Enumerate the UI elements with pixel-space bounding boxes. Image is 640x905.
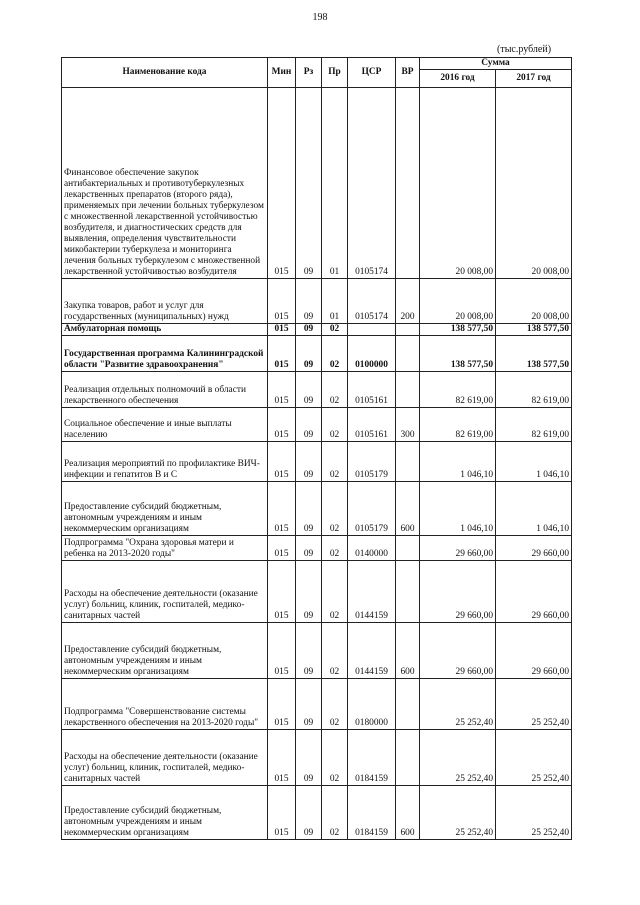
row-min: 015	[268, 336, 296, 372]
row-sum-2016: 29 660,00	[420, 623, 496, 679]
row-pr: 02	[322, 679, 348, 730]
row-sum-2016: 138 577,50	[420, 336, 496, 372]
row-sum-2017: 20 008,00	[496, 279, 572, 324]
row-rz: 09	[296, 679, 322, 730]
row-vr: 600	[396, 623, 420, 679]
row-rz: 09	[296, 336, 322, 372]
row-min: 015	[268, 786, 296, 840]
row-csr	[348, 324, 396, 336]
row-rz: 09	[296, 88, 322, 279]
row-rz: 09	[296, 372, 322, 408]
row-rz: 09	[296, 482, 322, 536]
table-row	[62, 730, 572, 786]
row-min: 015	[268, 442, 296, 482]
table-row	[62, 88, 572, 279]
row-pr: 02	[322, 536, 348, 561]
row-rz: 09	[296, 324, 322, 336]
row-sum-2016: 138 577,50	[420, 324, 496, 336]
row-name: Подпрограмма "Охрана здоровья матери и ребенка на 2013-2020 годы"	[62, 536, 268, 561]
row-sum-2016: 29 660,00	[420, 536, 496, 561]
header-min: Мин	[268, 58, 296, 88]
row-sum-2016: 20 008,00	[420, 88, 496, 279]
row-rz: 09	[296, 786, 322, 840]
header-2017: 2017 год	[496, 70, 572, 88]
row-pr: 02	[322, 786, 348, 840]
row-csr: 0180000	[348, 679, 396, 730]
row-rz: 09	[296, 536, 322, 561]
row-sum-2016: 82 619,00	[420, 372, 496, 408]
row-csr: 0184159	[348, 730, 396, 786]
header-csr: ЦСР	[348, 58, 396, 88]
row-name: Подпрограмма "Совершенствование системы лекарственного обеспечения на 2013-2020 годы"	[62, 679, 268, 730]
row-csr: 0140000	[348, 536, 396, 561]
row-name: Закупка товаров, работ и услуг для государственных (муниципальных) нужд	[62, 279, 268, 324]
row-pr: 02	[322, 372, 348, 408]
table-row	[62, 679, 572, 730]
row-vr: 200	[396, 279, 420, 324]
page-number: 198	[312, 12, 328, 23]
row-sum-2017: 25 252,40	[496, 730, 572, 786]
row-sum-2016: 82 619,00	[420, 408, 496, 442]
table-body	[62, 88, 572, 840]
table-header	[62, 58, 572, 88]
row-min: 015	[268, 88, 296, 279]
row-sum-2017: 1 046,10	[496, 482, 572, 536]
row-min: 015	[268, 372, 296, 408]
table-row	[62, 442, 572, 482]
units-label: (тыс.рублей)	[497, 44, 552, 55]
row-name: Предоставление субсидий бюджетным, автономным учреждениям и иным некоммерческим организациям	[62, 786, 268, 840]
row-rz: 09	[296, 623, 322, 679]
row-sum-2017: 82 619,00	[496, 372, 572, 408]
row-vr	[396, 730, 420, 786]
row-csr: 0100000	[348, 336, 396, 372]
row-sum-2016: 20 008,00	[420, 279, 496, 324]
row-min: 015	[268, 730, 296, 786]
row-name: Расходы на обеспечение деятельности (оказание услуг) больниц, клиник, госпиталей, медико-санитарных частей	[62, 561, 268, 623]
row-rz: 09	[296, 279, 322, 324]
row-min: 015	[268, 482, 296, 536]
header-sum: Сумма	[420, 58, 572, 70]
row-sum-2017: 20 008,00	[496, 88, 572, 279]
row-min: 015	[268, 679, 296, 730]
row-vr	[396, 324, 420, 336]
budget-table	[61, 57, 572, 840]
row-name: Предоставление субсидий бюджетным, автономным учреждениям и иным некоммерческим организациям	[62, 482, 268, 536]
table-row	[62, 324, 572, 336]
row-name: Социальное обеспечение и иные выплаты населению	[62, 408, 268, 442]
row-sum-2017: 25 252,40	[496, 786, 572, 840]
row-csr: 0105174	[348, 88, 396, 279]
row-pr: 02	[322, 561, 348, 623]
row-pr: 02	[322, 482, 348, 536]
row-min: 015	[268, 324, 296, 336]
row-name: Реализация отдельных полномочий в области лекарственного обеспечения	[62, 372, 268, 408]
header-vr: ВР	[396, 58, 420, 88]
row-name: Реализация мероприятий по профилактике ВИЧ-инфекции и гепатитов В и С	[62, 442, 268, 482]
row-csr: 0105179	[348, 442, 396, 482]
header-pr: Пр	[322, 58, 348, 88]
row-rz: 09	[296, 730, 322, 786]
row-min: 015	[268, 536, 296, 561]
row-name: Государственная программа Калининградской области "Развитие здравоохранения"	[62, 336, 268, 372]
row-pr: 02	[322, 336, 348, 372]
header-2016: 2016 год	[420, 70, 496, 88]
row-min: 015	[268, 623, 296, 679]
header-name: Наименование кода	[62, 58, 268, 88]
row-pr: 02	[322, 730, 348, 786]
table-row	[62, 372, 572, 408]
row-sum-2017: 138 577,50	[496, 336, 572, 372]
row-sum-2017: 25 252,40	[496, 679, 572, 730]
table-row	[62, 623, 572, 679]
row-vr	[396, 561, 420, 623]
row-vr	[396, 442, 420, 482]
row-pr: 02	[322, 324, 348, 336]
row-vr	[396, 372, 420, 408]
row-sum-2016: 1 046,10	[420, 482, 496, 536]
row-name: Амбулаторная помощь	[62, 324, 268, 336]
row-vr: 600	[396, 786, 420, 840]
row-sum-2017: 29 660,00	[496, 536, 572, 561]
row-vr	[396, 336, 420, 372]
row-csr: 0184159	[348, 786, 396, 840]
header-rz: Рз	[296, 58, 322, 88]
table-row	[62, 482, 572, 536]
row-vr: 300	[396, 408, 420, 442]
row-pr: 02	[322, 408, 348, 442]
row-vr	[396, 679, 420, 730]
row-csr: 0144159	[348, 561, 396, 623]
table-row	[62, 561, 572, 623]
row-rz: 09	[296, 442, 322, 482]
row-sum-2017: 1 046,10	[496, 442, 572, 482]
row-sum-2017: 29 660,00	[496, 623, 572, 679]
row-min: 015	[268, 561, 296, 623]
row-vr	[396, 88, 420, 279]
row-sum-2017: 82 619,00	[496, 408, 572, 442]
table-row	[62, 786, 572, 840]
row-csr: 0144159	[348, 623, 396, 679]
row-rz: 09	[296, 561, 322, 623]
row-csr: 0105179	[348, 482, 396, 536]
table-row	[62, 536, 572, 561]
row-name: Предоставление субсидий бюджетным, автономным учреждениям и иным некоммерческим организациям	[62, 623, 268, 679]
row-sum-2016: 1 046,10	[420, 442, 496, 482]
row-sum-2017: 138 577,50	[496, 324, 572, 336]
row-csr: 0105174	[348, 279, 396, 324]
row-vr	[396, 536, 420, 561]
row-csr: 0105161	[348, 372, 396, 408]
row-sum-2016: 25 252,40	[420, 730, 496, 786]
row-rz: 09	[296, 408, 322, 442]
row-sum-2017: 29 660,00	[496, 561, 572, 623]
row-min: 015	[268, 408, 296, 442]
row-sum-2016: 25 252,40	[420, 786, 496, 840]
row-name: Финансовое обеспечение закупок антибактериальных и противотуберкулезных лекарственных препаратов (второго ряда), применяемых при лечении больных туберкулезом с множественной лекарственной устойчивостью возбудителя, и диагностических средств для выявления, определения чувствительности микобактерии туберкулеза и мониторинга лечения больных туберкулезом с множественной лекарственной устойчивостью возбудителя	[62, 88, 268, 279]
row-pr: 01	[322, 88, 348, 279]
table-row	[62, 336, 572, 372]
row-sum-2016: 25 252,40	[420, 679, 496, 730]
row-sum-2016: 29 660,00	[420, 561, 496, 623]
row-pr: 02	[322, 623, 348, 679]
row-csr: 0105161	[348, 408, 396, 442]
table-row	[62, 408, 572, 442]
row-pr: 02	[322, 442, 348, 482]
row-vr: 600	[396, 482, 420, 536]
row-min: 015	[268, 279, 296, 324]
row-pr: 01	[322, 279, 348, 324]
table-row	[62, 279, 572, 324]
row-name: Расходы на обеспечение деятельности (оказание услуг) больниц, клиник, госпиталей, медико-санитарных частей	[62, 730, 268, 786]
